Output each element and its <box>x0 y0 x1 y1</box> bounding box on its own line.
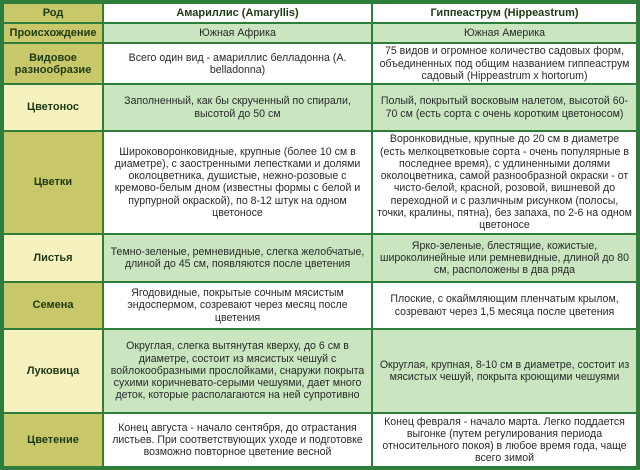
table-row <box>4 414 636 466</box>
amaryllis-cell: Округлая, слегка вытянутая кверху, до 6 см в диаметре, состоит из мясистых чешуй с войлокообразными прослойками, снаружи покрыта сухими коричневато-серыми чешуями, дает много деток, которые располагаются на ней супротивно <box>104 330 371 413</box>
amaryllis-cell: Южная Африка <box>104 24 371 42</box>
table-row <box>4 44 636 83</box>
amaryllis-cell: Широковоронковидные, крупные (более 10 см в диаметре), с заостренными лепестками и долями околоцветника, душистые, нежно-розовые с кремово-белым дном (известны формы с белой и пурпурной окраской), по 8-12 штук на одном цветоносе <box>104 132 371 233</box>
hippeastrum-cell: Конец февраля - начало марта. Легко поддается выгонке (путем регулирования периода относительного покоя) в любое время года, чаще всего зимой <box>373 414 636 466</box>
table-row <box>4 235 636 281</box>
table-row <box>4 132 636 233</box>
amaryllis-cell: Конец августа - начало сентября, до отрастания листьев. При соответствующих уходе и подготовке возможно повторное цветение весной <box>104 414 371 466</box>
amaryllis-cell: Темно-зеленые, ремневидные, слегка желобчатые, длиной до 45 см, появляются после цветения <box>104 235 371 281</box>
table-row <box>4 330 636 413</box>
header-genus: Род <box>4 4 102 22</box>
table-row <box>4 24 636 42</box>
hippeastrum-cell: Воронковидные, крупные до 20 см в диаметре (есть мелкоцветковые сорта - очень популярные в последнее время), с удлиненными долями околоцветника, самой разнообразной окраски - от чисто-белой, красной, розовой, вишневой до переходной и с различным рисунком (полосы, точки, кралины, пятна), без запаха, по 2-6 на одном цветоносе <box>373 132 636 233</box>
row-label: Происхождение <box>4 24 102 42</box>
row-label: Луковица <box>4 330 102 413</box>
row-label: Видовое разнообразие <box>4 44 102 83</box>
comparison-table <box>2 2 638 468</box>
table-row <box>4 85 636 129</box>
hippeastrum-cell: Округлая, крупная, 8-10 см в диаметре, состоит из мясистых чешуй, покрыта кроющими чешуями <box>373 330 636 413</box>
row-label: Цветонос <box>4 85 102 129</box>
amaryllis-cell: Всего один вид - амариллис белладонна (A. belladonna) <box>104 44 371 83</box>
header-amaryllis: Амариллис (Amaryllis) <box>104 4 371 22</box>
row-label: Цветки <box>4 132 102 233</box>
header-hippeastrum: Гиппеаструм (Hippeastrum) <box>373 4 636 22</box>
amaryllis-cell: Ягодовидные, покрытые сочным мясистым эндоспермом, созревают через месяц после цветения <box>104 283 371 327</box>
hippeastrum-cell: 75 видов и огромное количество садовых форм, объединенных под общим названием гиппеаструм садовый (Hippeastrum x hortorum) <box>373 44 636 83</box>
hippeastrum-cell: Плоские, с окаймляющим пленчатым крылом, созревают через 1,5 месяца после цветения <box>373 283 636 327</box>
hippeastrum-cell: Южная Америка <box>373 24 636 42</box>
hippeastrum-cell: Полый, покрытый восковым налетом, высотой 60-70 см (есть сорта с очень коротким цветоносом) <box>373 85 636 129</box>
table-row <box>4 283 636 327</box>
hippeastrum-cell: Ярко-зеленые, блестящие, кожистые, широколинейные или ремневидные, длиной до 80 см, расположены в два ряда <box>373 235 636 281</box>
row-label: Цветение <box>4 414 102 466</box>
amaryllis-cell: Заполненный, как бы скрученный по спирали, высотой до 50 см <box>104 85 371 129</box>
row-label: Семена <box>4 283 102 327</box>
table-header-row <box>4 4 636 22</box>
row-label: Листья <box>4 235 102 281</box>
